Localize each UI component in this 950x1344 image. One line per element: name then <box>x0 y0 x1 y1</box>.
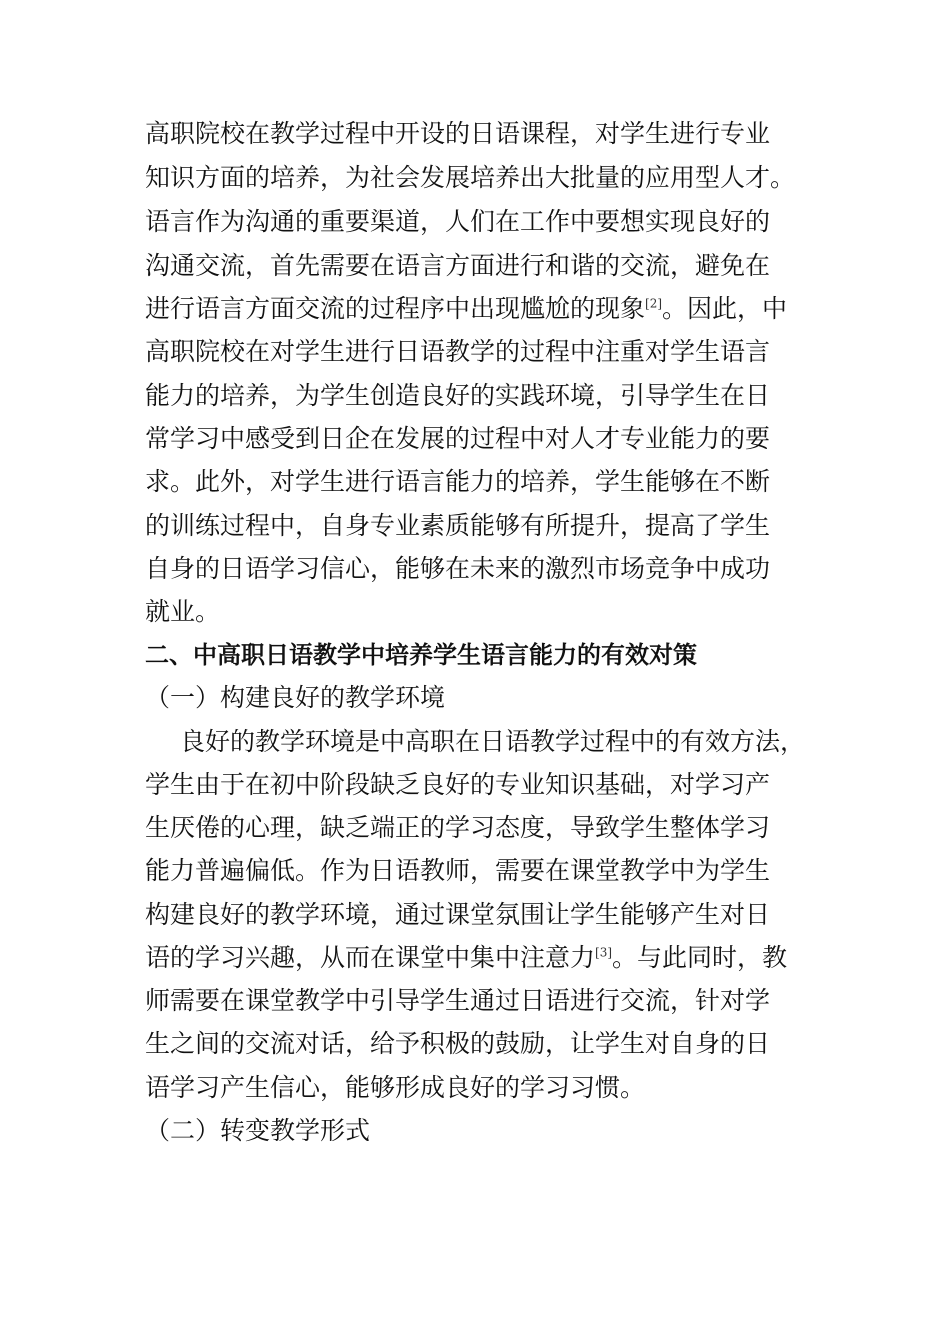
body-text-line: 能力的培养，为学生创造良好的实践环境，引导学生在日 <box>145 381 771 410</box>
body-text-line: 构建良好的教学环境，通过课堂氛围让学生能够产生对日 <box>145 900 771 929</box>
body-text-line: 高职院校在教学过程中开设的日语课程，对学生进行专业 <box>145 119 771 148</box>
body-text-line: 沟通交流，首先需要在语言方面进行和谐的交流，避免在 <box>145 251 771 280</box>
body-text-segment: 语的学习兴趣，从而在课堂中集中注意力 <box>145 943 596 972</box>
citation-ref: [2] <box>645 296 663 311</box>
body-text-line <box>145 940 787 976</box>
body-text-line: 语学习产生信心，能够形成良好的学习习惯。 <box>145 1073 646 1102</box>
body-text-line <box>145 291 787 327</box>
citation-ref: [3] <box>595 945 613 960</box>
body-text-line: 生厌倦的心理，缺乏端正的学习态度，导致学生整体学习 <box>145 813 771 842</box>
body-text-line: 能力普遍偏低。作为日语教师，需要在课堂教学中为学生 <box>145 856 771 885</box>
body-text-line: 语言作为沟通的重要渠道，人们在工作中要想实现良好的 <box>145 207 771 236</box>
subsection-heading: （一）构建良好的教学环境 <box>145 683 446 712</box>
body-text-line: 就业。 <box>145 597 221 626</box>
subsection-heading: （二）转变教学形式 <box>145 1116 371 1145</box>
body-text-segment: 。因此，中 <box>662 294 788 323</box>
body-text-line: 自身的日语学习信心，能够在未来的激烈市场竞争中成功 <box>145 554 771 583</box>
body-text-line: 师需要在课堂教学中引导学生通过日语进行交流，针对学 <box>145 986 771 1015</box>
body-text-line: 常学习中感受到日企在发展的过程中对人才专业能力的要 <box>145 424 771 453</box>
body-text-line: 求。此外，对学生进行语言能力的培养，学生能够在不断 <box>145 467 771 496</box>
body-text-segment: 进行语言方面交流的过程序中出现尴尬的现象 <box>145 294 646 323</box>
body-text-line: 良好的教学环境是中高职在日语教学过程中的有效方法， <box>180 727 806 756</box>
body-text-line: 高职院校在对学生进行日语教学的过程中注重对学生语言 <box>145 337 771 366</box>
body-text-line: 生之间的交流对话，给予积极的鼓励，让学生对自身的日 <box>145 1029 771 1058</box>
body-text-line: 学生由于在初中阶段缺乏良好的专业知识基础，对学习产 <box>145 770 771 799</box>
body-text-line: 的训练过程中，自身专业素质能够有所提升，提高了学生 <box>145 511 771 540</box>
body-text-segment: 。与此同时，教 <box>612 943 788 972</box>
body-text-line: 知识方面的培养，为社会发展培养出大批量的应用型人才。 <box>145 163 796 192</box>
section-heading: 二、中高职日语教学中培养学生语言能力的有效对策 <box>145 641 697 669</box>
